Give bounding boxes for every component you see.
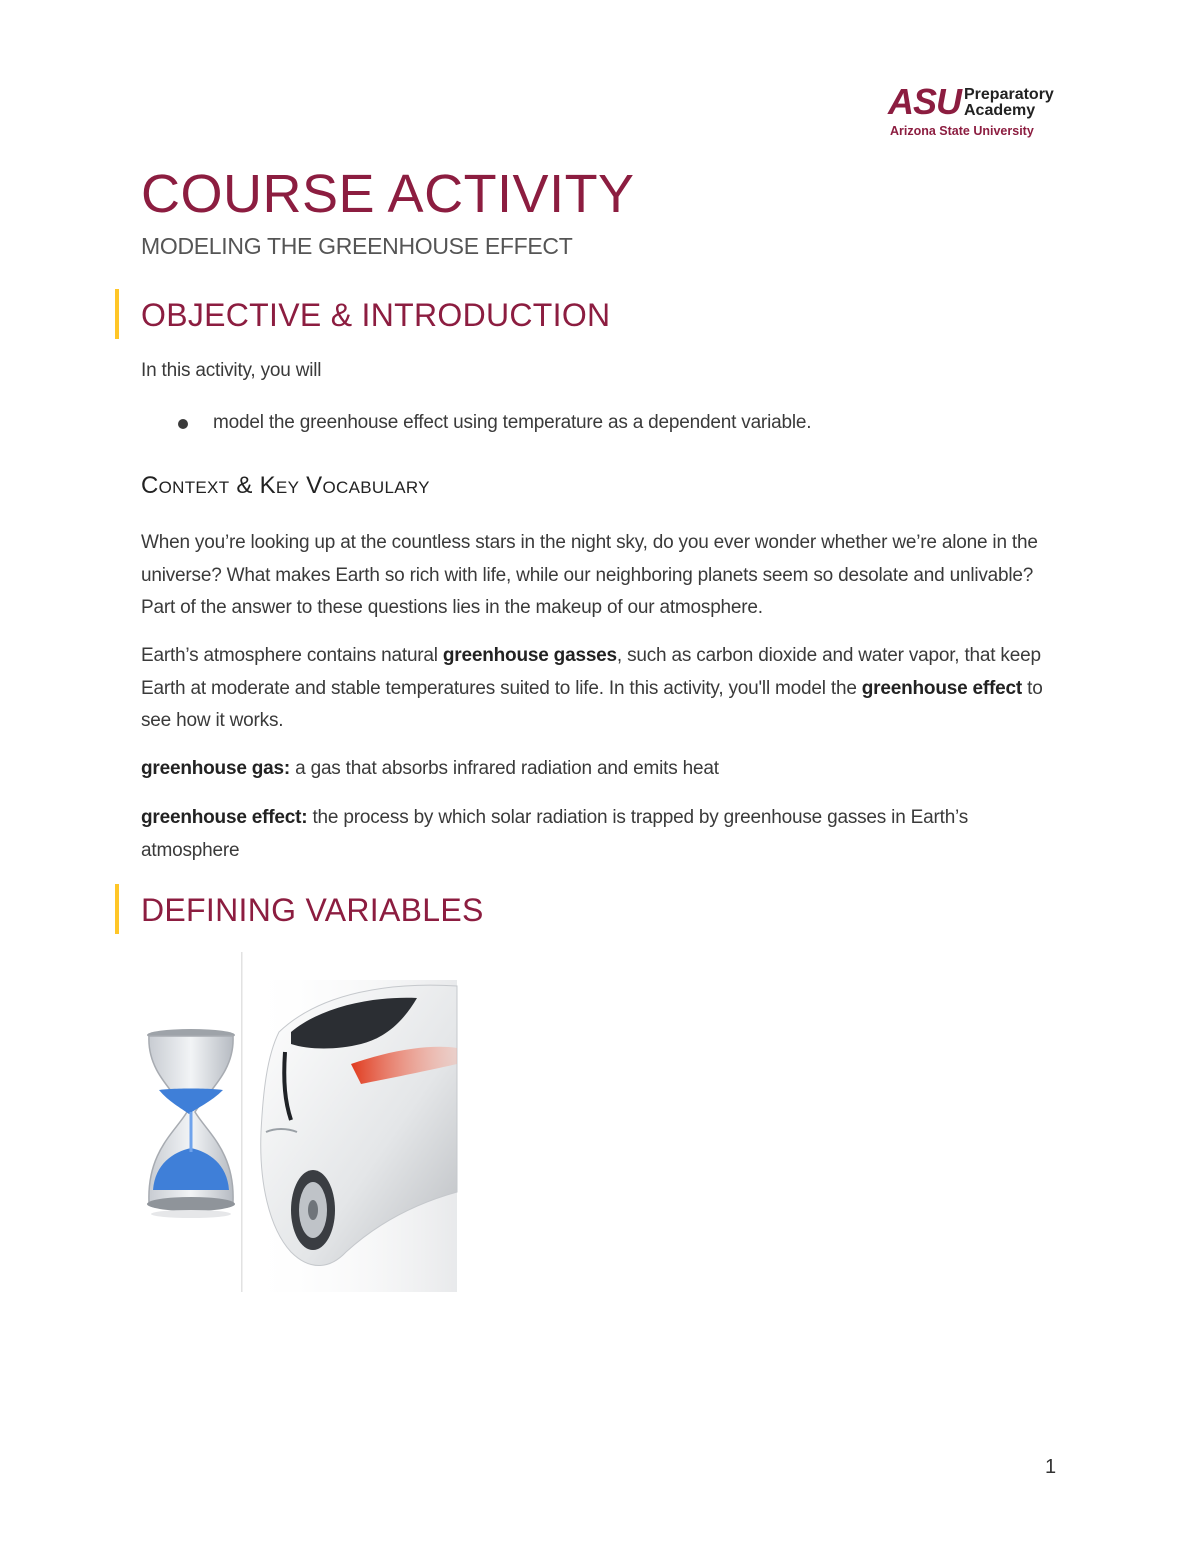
page-subtitle: MODELING THE GREENHOUSE EFFECT bbox=[141, 233, 573, 259]
vocab-term: greenhouse effect: bbox=[141, 807, 308, 828]
context-paragraph-1: When you’re looking up at the countless stars in the night sky, do you ever wonder whether we’re alone in the universe? What makes Earth so rich with life, while our neighboring planets seem so desolate and unlivable? Part of the answer to these questions lies in the makeup of our atmosphere. bbox=[141, 532, 1038, 618]
variables-heading: DEFINING VARIABLES bbox=[141, 892, 484, 928]
paragraph-text: , such as carbon dioxide and water vapor, that keep Earth at moderate and stable temperatures suited to life. In this activity, you'll model the bbox=[141, 645, 1041, 699]
logo-line-university: Arizona State University bbox=[890, 124, 1034, 138]
logo-line-academy: Academy bbox=[964, 102, 1036, 119]
logo-line-preparatory: Preparatory bbox=[964, 86, 1054, 103]
divider-line bbox=[241, 952, 243, 1292]
car-icon bbox=[245, 980, 457, 1292]
objective-intro: In this activity, you will bbox=[141, 360, 322, 381]
page-title: COURSE ACTIVITY bbox=[141, 164, 635, 224]
illustration-hourglass-car bbox=[141, 952, 459, 1294]
vocab-definition: a gas that absorbs infrared radiation and emits heat bbox=[290, 758, 719, 779]
hourglass-icon bbox=[147, 1029, 235, 1218]
vocab-definition: the process by which solar radiation is trapped by greenhouse gasses in Earth’s atmosphere bbox=[141, 807, 969, 861]
vocab-term: greenhouse gas: bbox=[141, 758, 291, 779]
term-greenhouse-effect: greenhouse effect bbox=[861, 677, 1023, 699]
bullet-dot bbox=[178, 419, 188, 429]
vocab-item bbox=[141, 753, 1061, 786]
section-accent-bar bbox=[115, 289, 119, 339]
asu-logo-mark: ASU bbox=[888, 81, 962, 122]
context-heading: Context & Key Vocabulary bbox=[141, 472, 430, 499]
objective-heading: OBJECTIVE & INTRODUCTION bbox=[141, 297, 611, 333]
term-greenhouse-gasses: greenhouse gasses bbox=[442, 645, 617, 666]
vocab-item bbox=[141, 802, 1061, 867]
paragraph-text: to see how it works. bbox=[141, 677, 1043, 731]
page-number: 1 bbox=[1045, 1456, 1057, 1478]
context-paragraph-2 bbox=[141, 640, 1061, 738]
section-accent-bar bbox=[115, 884, 119, 934]
objective-bullet: model the greenhouse effect using temperature as a dependent variable. bbox=[213, 412, 812, 433]
paragraph-text: Earth’s atmosphere contains natural bbox=[141, 645, 443, 666]
asu-prep-logo bbox=[888, 81, 1060, 140]
